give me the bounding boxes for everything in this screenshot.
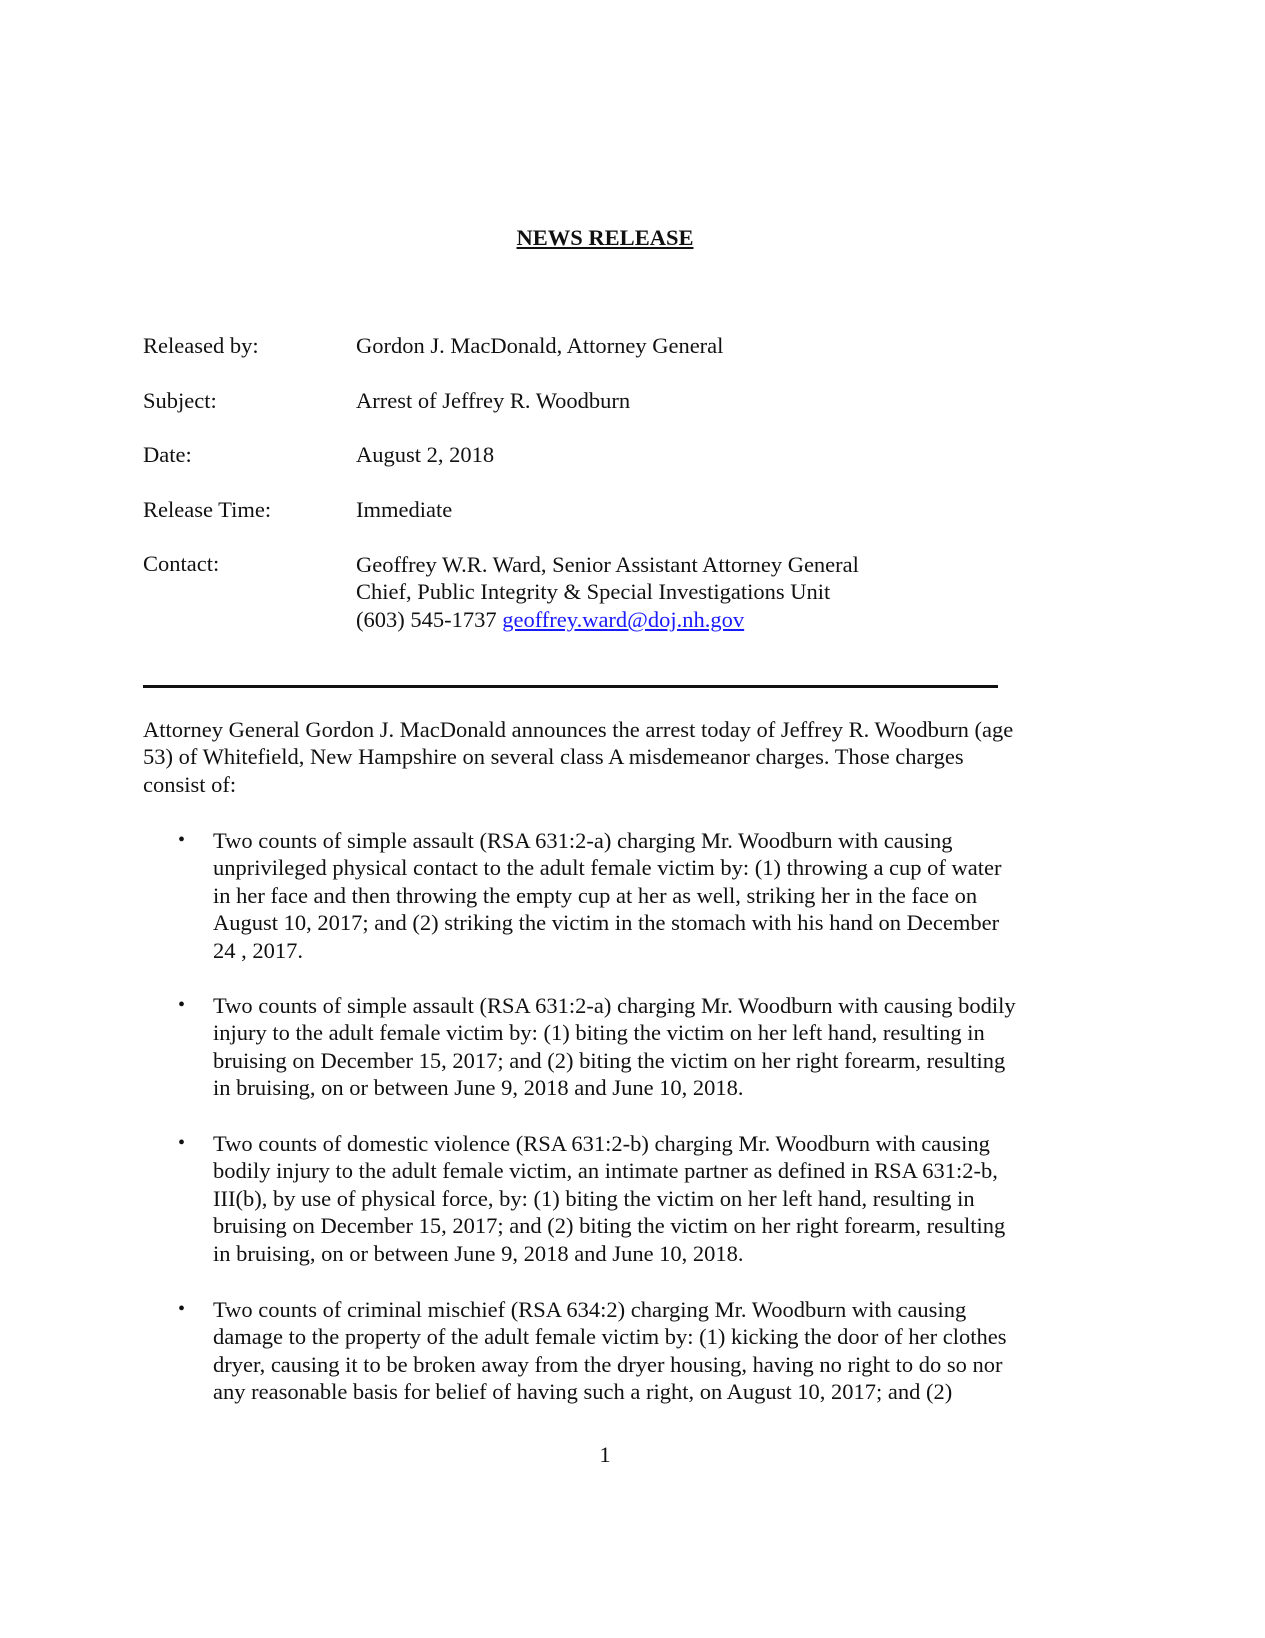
list-item-line: III(b), by use of physical force, by: (1) biting the victim on her left hand, resulting in bbox=[213, 1185, 975, 1211]
list-item-line: August 10, 2017; and (2) striking the victim in the stomach with his hand on December bbox=[213, 910, 1000, 936]
field-label-date: Date: bbox=[143, 442, 192, 467]
list-item-line: in bruising, on or between June 9, 2018 and June 10, 2018. bbox=[213, 1240, 744, 1266]
field-value-subject: Arrest of Jeffrey R. Woodburn bbox=[356, 388, 631, 413]
list-item-line: in her face and then throwing the empty cup at her as well, striking her in the face on bbox=[213, 882, 978, 908]
list-item-line: any reasonable basis for belief of having such a right, on August 10, 2017; and (2) bbox=[213, 1379, 953, 1405]
intro-paragraph bbox=[143, 716, 1013, 798]
field-value-release-time: Immediate bbox=[356, 497, 453, 522]
contact-name: Geoffrey W.R. Ward, Senior Assistant Attorney General bbox=[356, 552, 859, 577]
contact-phone-email bbox=[356, 606, 859, 633]
list-item-line: Two counts of simple assault (RSA 631:2-a) charging Mr. Woodburn with causing bbox=[213, 828, 953, 853]
list-item-line: injury to the adult female victim by: (1) biting the victim on her left hand, resulting in bbox=[213, 1020, 985, 1046]
list-item-line: dryer, causing it to be broken away from the dryer housing, having no right to do so nor bbox=[213, 1351, 1003, 1377]
bullet-icon: • bbox=[178, 829, 186, 851]
list-item-line: Two counts of criminal mischief (RSA 634:2) charging Mr. Woodburn with causing bbox=[213, 1297, 967, 1322]
field-label-released-by: Released by: bbox=[143, 333, 259, 358]
field-label-release-time: Release Time: bbox=[143, 497, 272, 522]
contact-block bbox=[356, 551, 859, 633]
contact-title: Chief, Public Integrity & Special Investigations Unit bbox=[356, 579, 831, 605]
bullet-icon: • bbox=[178, 1132, 186, 1154]
list-item-line: damage to the property of the adult female victim by: (1) kicking the door of her clothes bbox=[213, 1324, 1007, 1350]
list-item-line: bodily injury to the adult female victim, an intimate partner as defined in RSA 631:2-b, bbox=[213, 1158, 998, 1184]
document-title: NEWS RELEASE bbox=[516, 225, 694, 250]
bullet-icon: • bbox=[178, 1298, 186, 1320]
list-item-line: 24 , 2017. bbox=[213, 937, 303, 963]
list-item-line: unprivileged physical contact to the adult female victim by: (1) throwing a cup of water bbox=[213, 855, 1002, 881]
intro-line: Attorney General Gordon J. MacDonald announces the arrest today of Jeffrey R. Woodburn (age bbox=[143, 717, 1014, 742]
divider bbox=[143, 685, 998, 688]
list-item-line: Two counts of simple assault (RSA 631:2-a) charging Mr. Woodburn with causing bodily bbox=[213, 993, 1016, 1018]
contact-phone: (603) 545-1737 bbox=[356, 606, 497, 632]
list-item-line: Two counts of domestic violence (RSA 631:2-b) charging Mr. Woodburn with causing bbox=[213, 1131, 990, 1156]
list-item-line: bruising on December 15, 2017; and (2) biting the victim on her right forearm, resulting bbox=[213, 1213, 1006, 1239]
list-item bbox=[213, 827, 1002, 964]
field-label-subject: Subject: bbox=[143, 388, 217, 413]
list-item bbox=[213, 1130, 1005, 1267]
list-item-line: in bruising, on or between June 9, 2018 and June 10, 2018. bbox=[213, 1075, 744, 1101]
intro-line: 53) of Whitefield, New Hampshire on several class A misdemeanor charges. Those charges bbox=[143, 744, 964, 770]
field-label-contact: Contact: bbox=[143, 551, 220, 576]
list-item bbox=[213, 992, 1016, 1102]
list-item bbox=[213, 1296, 1007, 1406]
intro-line: consist of: bbox=[143, 771, 237, 797]
field-value-released-by: Gordon J. MacDonald, Attorney General bbox=[356, 333, 724, 358]
contact-email-link[interactable]: geoffrey.ward@doj.nh.gov bbox=[502, 606, 745, 632]
bullet-icon: • bbox=[178, 994, 186, 1016]
field-value-date: August 2, 2018 bbox=[356, 442, 495, 467]
page-number: 1 bbox=[599, 1442, 611, 1467]
list-item-line: bruising on December 15, 2017; and (2) biting the victim on her right forearm, resulting bbox=[213, 1047, 1006, 1073]
